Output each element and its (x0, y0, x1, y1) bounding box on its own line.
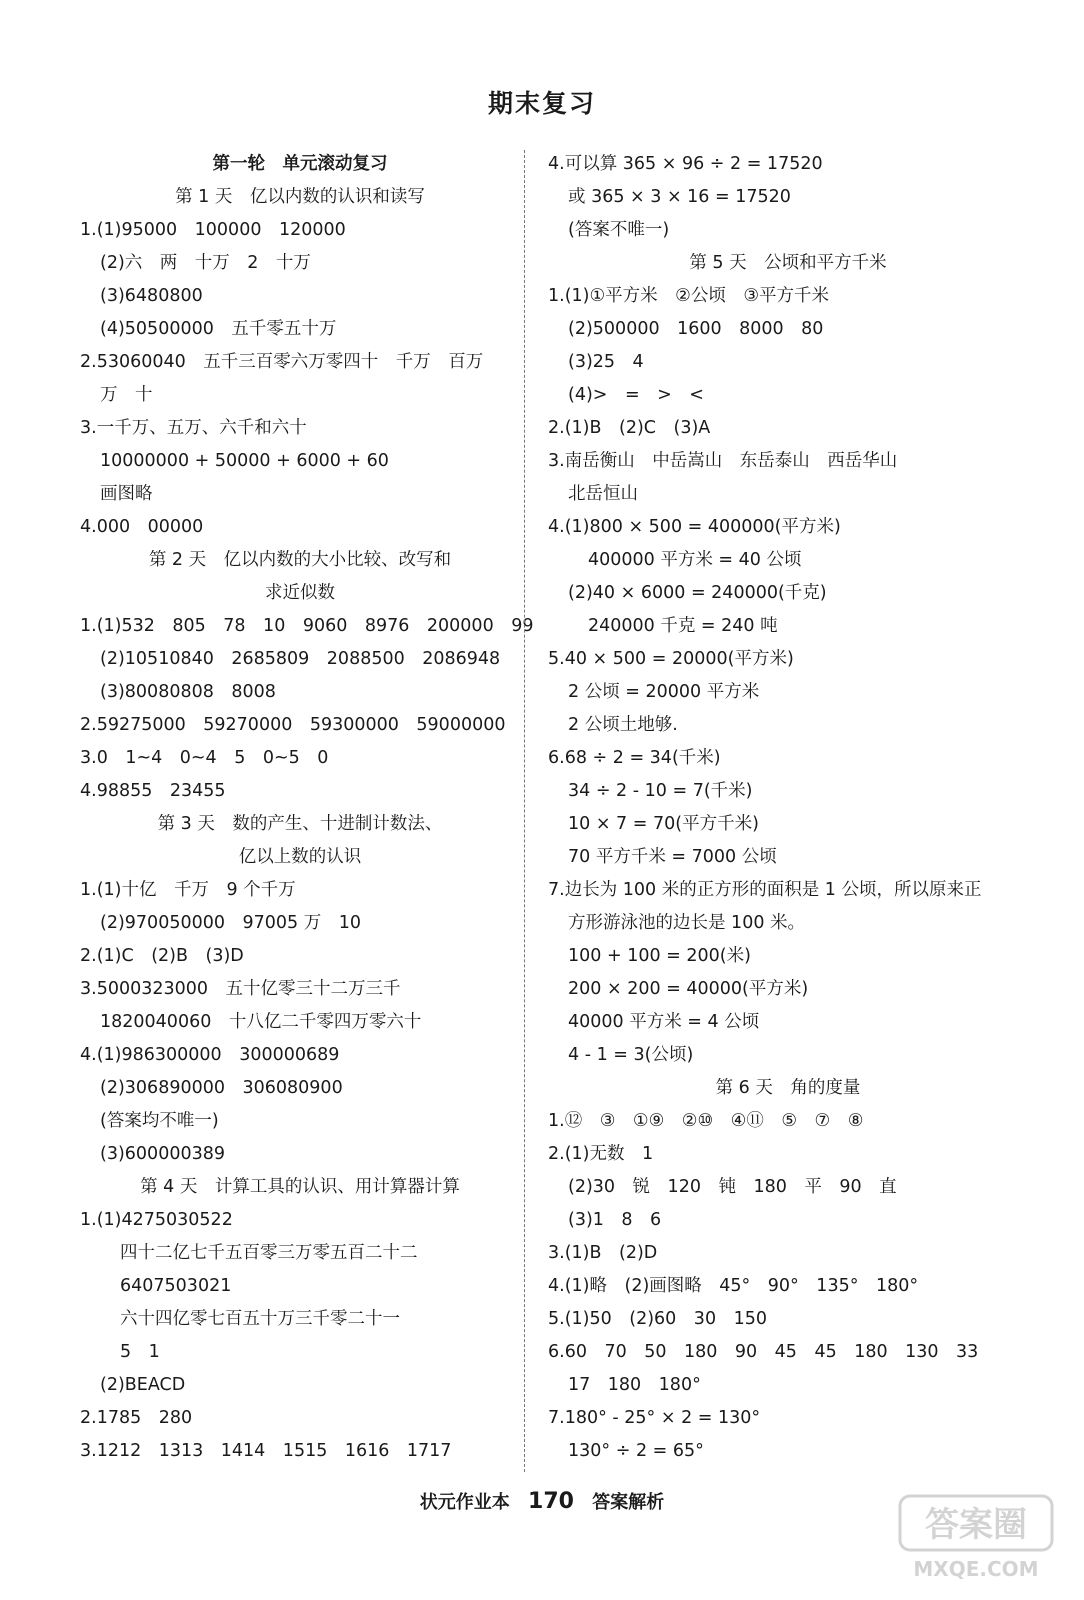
answer-line: (2)六 两 十万 2 十万 (100, 253, 311, 273)
watermark-logo-text: 答案圈 (925, 1505, 1027, 1545)
answer-line: (3)600000389 (100, 1144, 225, 1164)
answer-line: 1820040060 十八亿二千零四万零六十 (100, 1012, 422, 1032)
answer-line: 1.⑫ ③ ①⑨ ②⑩ ④⑪ ⑤ ⑦ ⑧ (548, 1111, 864, 1131)
answer-line: 3.0 1~4 0~4 5 0~5 0 (80, 748, 329, 768)
answer-line: 6.68 ÷ 2 = 34(千米) (548, 748, 721, 768)
section-heading: 第 3 天 数的产生、十进制计数法、 (157, 814, 443, 834)
section-heading: 第 5 天 公顷和平方千米 (689, 253, 887, 273)
answer-line: 或 365 × 3 × 16 = 17520 (568, 187, 791, 207)
answer-line: (3)1 8 6 (568, 1210, 662, 1230)
answer-line: (答案不唯一) (568, 220, 670, 240)
answer-line: 2 公顷 = 20000 平方米 (568, 682, 760, 702)
section-heading: 第 1 天 亿以内数的认识和读写 (175, 187, 425, 207)
answer-line: 240000 千克 = 240 吨 (588, 616, 778, 636)
footer-section: 答案解析 (592, 1492, 665, 1513)
answer-line: 5 1 (120, 1342, 160, 1362)
answer-line: 2.53060040 五千三百零六万零四十 千万 百万 (80, 352, 484, 372)
answer-line: 200 × 200 = 40000(平方米) (568, 979, 809, 999)
answer-line: 1.(1)4275030522 (80, 1210, 233, 1230)
answer-line: 2.(1)C (2)B (3)D (80, 946, 244, 966)
section-heading: 第 2 天 亿以内数的大小比较、改写和 (148, 550, 452, 570)
answer-line: 70 平方千米 = 7000 公顷 (568, 847, 777, 867)
answer-line: (3)80080808 8008 (100, 682, 276, 702)
answer-line: 2 公顷土地够. (568, 715, 678, 735)
footer-page-number: 170 (528, 1489, 574, 1514)
section-heading: 第 4 天 计算工具的认识、用计算器计算 (140, 1177, 460, 1197)
answer-line: 3.一千万、五万、六千和六十 (80, 418, 307, 438)
answer-line: 2.(1)无数 1 (548, 1144, 654, 1164)
answer-line: (2)10510840 2685809 2088500 2086948 (100, 649, 501, 669)
answer-line: 7.边长为 100 米的正方形的面积是 1 公顷，所以原来正 (548, 880, 982, 900)
answer-line: 4.(1)986300000 300000689 (80, 1045, 340, 1065)
footer-book-name: 状元作业本 (419, 1492, 510, 1513)
section-heading: 第 6 天 角的度量 (715, 1078, 861, 1098)
answer-line: 6407503021 (120, 1276, 232, 1296)
left-column (80, 148, 534, 1468)
answer-line: 5.(1)50 (2)60 30 150 (548, 1309, 767, 1329)
answer-line: 1.(1)95000 100000 120000 (80, 220, 346, 240)
answer-line: 10 × 7 = 70(平方千米) (568, 814, 759, 834)
answer-line: 4.(1)略 (2)画图略 45° 90° 135° 180° (548, 1276, 919, 1296)
answer-line: 2.(1)B (2)C (3)A (548, 418, 711, 438)
answer-line: 10000000 + 50000 + 6000 + 60 (100, 451, 389, 471)
answer-line: (4)> = > < (568, 385, 704, 405)
answer-line: 1.(1)①平方米 ②公顷 ③平方千米 (548, 286, 830, 306)
answer-line: 2.59275000 59270000 59300000 59000000 (80, 715, 506, 735)
answer-line: 400000 平方米 = 40 公顷 (588, 550, 802, 570)
answer-line: 北岳恒山 (568, 484, 638, 504)
answer-line: 40000 平方米 = 4 公顷 (568, 1012, 760, 1032)
answer-line: 34 ÷ 2 - 10 = 7(千米) (568, 781, 753, 801)
answer-line: (答案均不唯一) (100, 1111, 219, 1131)
answer-line: 四十二亿七千五百零三万零五百二十二 (120, 1243, 418, 1263)
answer-line: 4.(1)800 × 500 = 400000(平方米) (548, 517, 841, 537)
answer-line: (2)970050000 97005 万 10 (100, 913, 361, 933)
answer-line: (2)BEACD (100, 1375, 186, 1395)
answer-line: (2)500000 1600 8000 80 (568, 319, 824, 339)
answer-line: (2)30 锐 120 钝 180 平 90 直 (568, 1177, 897, 1197)
answer-line: 3.1212 1313 1414 1515 1616 1717 (80, 1441, 452, 1461)
answer-line: 1.(1)十亿 千万 9 个千万 (80, 880, 296, 900)
watermark-site: MXQE.COM (913, 1557, 1039, 1581)
answer-line: 4.98855 23455 (80, 781, 226, 801)
answer-line: 六十四亿零七百五十万三千零二十一 (120, 1309, 400, 1329)
answer-line: 3.南岳衡山 中岳嵩山 东岳泰山 西岳华山 (548, 451, 898, 471)
answer-line: (3)25 4 (568, 352, 644, 372)
answer-line: 3.(1)B (2)D (548, 1243, 658, 1263)
answer-line: 130° ÷ 2 = 65° (568, 1441, 704, 1461)
answer-line: 5.40 × 500 = 20000(平方米) (548, 649, 794, 669)
answer-line: 4.000 00000 (80, 517, 204, 537)
answer-line: (2)306890000 306080900 (100, 1078, 343, 1098)
column-divider (524, 150, 525, 1472)
section-heading: 亿以上数的认识 (238, 847, 362, 867)
answer-line: 万 十 (100, 385, 153, 405)
watermark-logo (896, 1492, 1056, 1582)
answer-line: 方形游泳池的边长是 100 米。 (568, 913, 806, 933)
answer-line: 7.180° - 25° × 2 = 130° (548, 1408, 761, 1428)
right-column (548, 148, 1028, 1468)
answer-line: 1.(1)532 805 78 10 9060 8976 200000 99 (80, 616, 534, 636)
answer-line: 17 180 180° (568, 1375, 701, 1395)
section-heading: 求近似数 (265, 583, 335, 603)
answer-line: (4)50500000 五千零五十万 (100, 319, 337, 339)
page-title: 期末复习 (487, 89, 596, 118)
answer-line: 3.5000323000 五十亿零三十二万三千 (80, 979, 401, 999)
answer-line: 2.1785 280 (80, 1408, 193, 1428)
answer-line: 6.60 70 50 180 90 45 45 180 130 33 (548, 1342, 979, 1362)
answer-line: (2)40 × 6000 = 240000(千克) (568, 583, 827, 603)
answer-line: 画图略 (100, 484, 153, 504)
answer-line: (3)6480800 (100, 286, 203, 306)
section-heading: 第一轮 单元滚动复习 (212, 154, 388, 174)
answer-line: 4 - 1 = 3(公顷) (568, 1045, 694, 1065)
answer-line: 4.可以算 365 × 96 ÷ 2 = 17520 (548, 154, 823, 174)
answer-line: 100 + 100 = 200(米) (568, 946, 751, 966)
